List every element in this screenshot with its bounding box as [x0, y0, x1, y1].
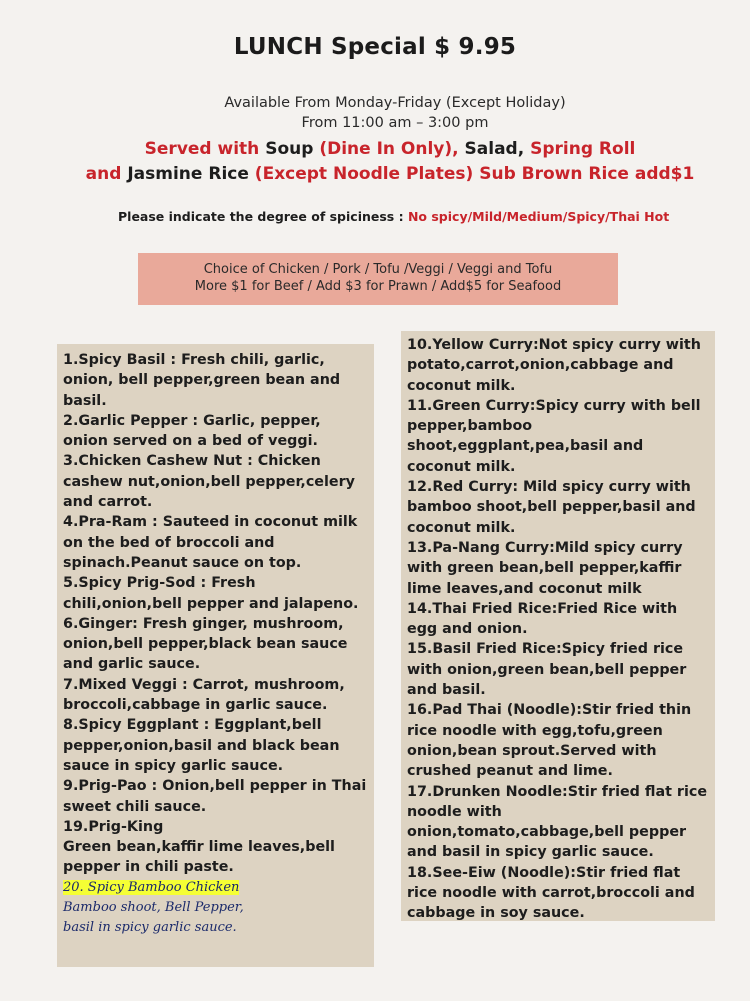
menu-item: 1.Spicy Basil : Fresh chili, garlic, onion, bell pepper,green bean and basil.: [63, 352, 341, 409]
spiciness-options: No spicy/Mild/Medium/Spicy/Thai Hot: [403, 209, 670, 224]
menu-item: 19.Prig-King: [63, 818, 164, 835]
menu-title: LUNCH Special $ 9.95: [233, 34, 517, 60]
handwritten-line-1: Bamboo shoot, Bell Pepper,: [63, 899, 244, 915]
menu-item: 16.Pad Thai (Noodle):Stir fried thin rice noodle with egg,tofu,green onion,bean sprout.Served with crushed peanut and lime.: [407, 702, 692, 780]
menu-item: 3.Chicken Cashew Nut : Chicken cashew nut,onion,bell pepper,celery and carrot.: [63, 453, 355, 511]
menu-item: 6.Ginger: Fresh ginger, mushroom, onion,bell pepper,black bean sauce and garlic sauce.: [63, 615, 348, 673]
handwritten-item: [63, 878, 370, 938]
menu-item-description: Green bean,kaffir lime leaves,bell pepper in chili paste.: [63, 839, 335, 876]
served-with-line-1: [0, 137, 750, 162]
menu-item: 2.Garlic Pepper : Garlic, pepper, onion served on a bed of veggi.: [63, 412, 321, 450]
spring-roll-text: Spring Roll: [524, 139, 636, 159]
menu-item: 4.Pra-Ram : Sauteed in coconut milk on the bed of broccoli and spinach.Peanut sauce on top.: [63, 514, 358, 571]
menu-item: 12.Red Curry: Mild spicy curry with bamboo shoot,bell pepper,basil and coconut milk.: [407, 479, 696, 536]
menu-column-left: [57, 344, 374, 967]
menu-item: 14.Thai Fried Rice:Fried Rice with egg and onion.: [407, 600, 678, 638]
and-text: and: [85, 164, 128, 184]
availability-hours: From 11:00 am – 3:00 pm: [301, 115, 489, 131]
menu-item: 7.Mixed Veggi : Carrot, mushroom, broccoli,cabbage in garlic sauce.: [63, 676, 345, 714]
menu-item: 15.Basil Fried Rice:Spicy fried rice with onion,green bean,bell pepper and basil.: [407, 641, 687, 699]
menu-item: 5.Spicy Prig-Sod : Fresh chili,onion,bell pepper and jalapeno.: [63, 575, 359, 612]
menu-item: 9.Prig-Pao : Onion,bell pepper in Thai sweet chili sauce.: [63, 778, 367, 815]
salad-text: Salad,: [458, 139, 525, 159]
availability-days: Available From Monday-Friday (Except Holiday): [224, 95, 566, 111]
availability: [0, 93, 750, 133]
menu-item: 18.See-Eiw (Noodle):Stir fried flat rice noodle with carrot,broccoli and cabbage in soy sauce.: [407, 864, 695, 922]
served-with: [0, 137, 750, 187]
menu-item: 13.Pa-Nang Curry:Mild spicy curry with green bean,bell pepper,kaffir lime leaves,and coconut milk: [407, 539, 683, 597]
jasmine-rice-text: Jasmine Rice: [127, 164, 249, 184]
protein-choice-box: [138, 253, 618, 305]
served-with-text: Served with: [144, 139, 266, 159]
menu-item: 8.Spicy Eggplant : Eggplant,bell pepper,onion,basil and black bean sauce in spicy garlic sauce.: [63, 717, 340, 774]
protein-choice-line-1: Choice of Chicken / Pork / Tofu /Veggi / Veggi and Tofu: [203, 262, 553, 277]
protein-choice-line-2: More $1 for Beef / Add $3 for Prawn / Add$5 for Seafood: [194, 279, 562, 294]
soup-text: Soup: [265, 139, 314, 159]
menu-item: 11.Green Curry:Spicy curry with bell pepper,bamboo shoot,eggplant,pea,basil and coconut milk.: [407, 397, 701, 475]
menu-column-right: [401, 331, 715, 921]
handwritten-line-2: basil in spicy garlic sauce.: [63, 919, 237, 935]
rice-note-text: (Except Noodle Plates) Sub Brown Rice add$1: [248, 164, 695, 184]
highlighted-text: 20. Spicy Bamboo Chicken: [63, 879, 240, 895]
spiciness-label: Please indicate the degree of spiciness :: [118, 209, 404, 224]
spiciness-note: [118, 209, 669, 224]
served-with-line-2: [0, 162, 750, 187]
menu-item: 17.Drunken Noodle:Stir fried flat rice noodle with onion,tomato,cabbage,bell pepper and basil in spicy garlic sauce.: [407, 783, 708, 861]
handwritten-item-title: [63, 878, 370, 898]
menu-item: 10.Yellow Curry:Not spicy curry with potato,carrot,onion,cabbage and coconut milk.: [407, 337, 701, 394]
dine-in-text: (Dine In Only),: [313, 139, 459, 159]
